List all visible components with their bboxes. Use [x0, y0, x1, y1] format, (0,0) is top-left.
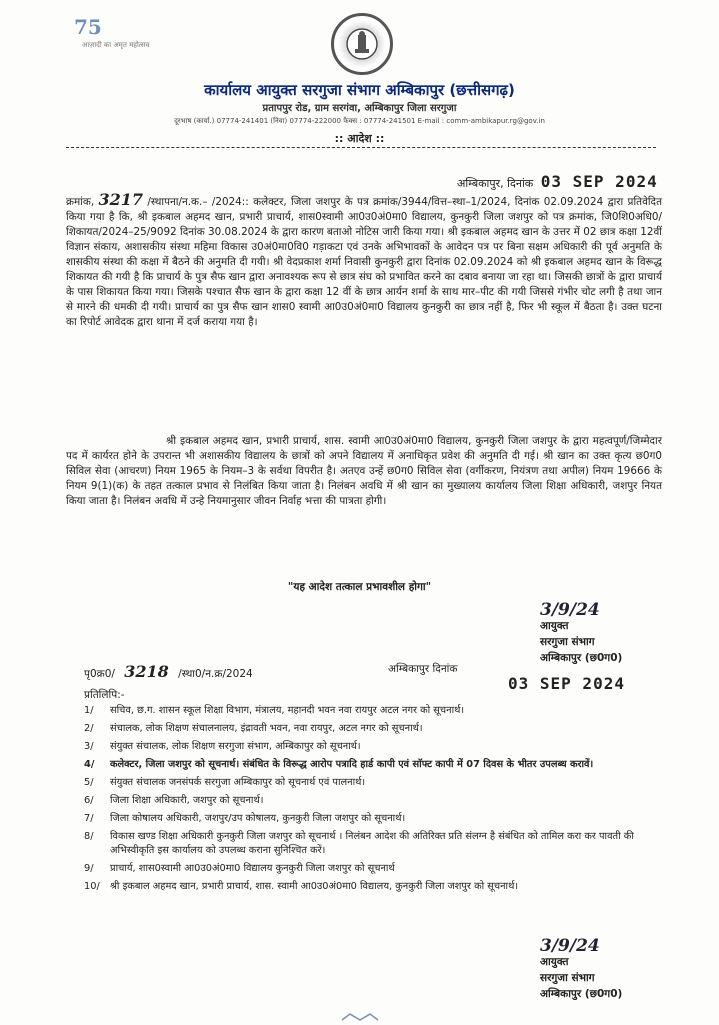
list-item-number: 2/: [84, 723, 94, 734]
list-item-text: संयुक्त संचालक जनसंपर्क सरगुजा अम्बिकापुर को सूचनार्थ एवं पालनार्थ।: [110, 777, 366, 788]
order-heading: :: आदेश ::: [334, 132, 385, 145]
list-item-number: 9/: [84, 863, 94, 874]
signature-2-place: अम्बिकापुर (छ0ग0): [540, 988, 623, 1000]
signature-2-designation: आयुक्त: [540, 956, 569, 968]
list-item-number: 8/: [84, 831, 94, 842]
endorsement-number-handwritten: 3218: [124, 662, 169, 681]
footer-emblem-icon: [330, 1012, 390, 1024]
order-date-line: [457, 172, 658, 191]
signature-1-place: अम्बिकापुर (छ0ग0): [540, 652, 623, 664]
endorsement-number-line: [84, 662, 253, 681]
order-date-stamp: 03 SEP 2024: [540, 172, 658, 191]
order-number-prefix: क्रमांक: [66, 196, 91, 208]
list-item-text: कलेक्टर, जिला जशपुर को सूचनार्थ। संबंधित के विरूद्ध आरोप पत्रादि हार्ड कापी एवं साॅफ्ट कापी में 07 दिवस के भीतर उपलब्ध करावें।: [110, 759, 594, 770]
order-paragraph-1-text: /स्थापना/न.क.– /2024:: कलेक्टर, जिला जशपुर के पत्र क्रमांक/3944/वित्त–स्था–1/2024, दिनांक 02.09.2024 द्वारा प्रतिवेदित किया गया है कि, श्री इकबाल अहमद खान, प्रभारी प्राचार्य, शास0स्वामी आ0उ0अं0मा0 विद्यालय, कुनकुरी जिला जशपुर को पत्र क्रमांक, जि0शि0अधि0/शिकायत/2024–25/9092 दिनांक 30.08.2024 के द्वारा कारण बताओ नोटिस जारी किया गया। श्री इकबाल अहमद खान के उत्तर में 02 छात्र कक्षा 12वीं विज्ञान संकाय, अशासकीय संस्था महिमा विकास उ0अं0मा0वि0 गड़ाकटा एवं उनके अभिभावकों के आवेदन पत्र पर बिना सक्षम अधिकारी की पूर्व अनुमति के शासकीय संस्था की कक्षा में बैठने की अनुमति दी गयी। श्री वेदप्रकाश शर्मा निवासी कुनकुरी द्वारा दिनांक 02.09.2024 को श्री इकबाल अहमद खान के विरूद्ध शिकायत की गयी है कि प्राचार्य के पुत्र सैफ खान द्वारा अनावश्यक रूप से छात्र संघ को प्रभावित करने का दबाव बनाया जा रहा था। जिसकी छात्रों के द्वारा प्राचार्य के पास शिकायत किया गया। जिसके पश्चात सैफ खान के द्वारा कक्षा 12 वीं के छात्र आर्यन शर्मा के साथ मार–पीट की गयी जिससे गंभीर चोट लगी है तथा जान से मारने की धमकी दी गयी। प्राचार्य का पुत्र सैफ खान शास0 स्वामी आ0उ0अं0मा0 विद्यालय कुनकुरी का छात्र नहीं है, फिर भी स्कूल में बैठता है। उक्त घटना का रिपोर्ट आवेदक द्वारा थाना में दर्ज कराया गया है।: [66, 196, 662, 328]
signature-1-division: सरगुजा संभाग: [540, 636, 595, 648]
list-item-text: संयुक्त संचालक, लोक शिक्षण सरगुजा संभाग, अम्बिकापुर को सूचनार्थ।: [110, 741, 361, 752]
list-item: [84, 776, 674, 790]
signature-2-division: सरगुजा संभाग: [540, 972, 595, 984]
signature-block-2: [540, 938, 622, 1002]
logo-number: 75: [74, 15, 102, 39]
list-item-text: जिला कोषालय अधिकारी, जशपुर/उप कोषालय, कुनकुरी जिला जशपुर को सूचनार्थ।: [110, 813, 406, 824]
list-item-text: विकास खण्ड शिक्षा अधिकारी कुनकुरी जिला जशपुर को सूचनार्थ । निलंबन आदेश की अतिरिक्त प्रति संलग्न है संबंधित को तामिल करा कर पावती की अभिस्वीकृति इस कार्यालय को उपलब्ध कराना सुनिश्चित करें।: [110, 831, 634, 856]
endorsement-number-suffix: /स्था0/न.क्र/2024: [178, 668, 253, 680]
list-item-number: 3/: [84, 741, 94, 752]
list-item: [84, 830, 674, 858]
order-place-date-label: अम्बिकापुर, दिनांक: [457, 177, 534, 190]
endorsement-number-prefix: पृ0क्र0/: [84, 668, 115, 680]
endorsement-place-date-label: अम्बिकापुर दिनांक: [388, 663, 458, 675]
list-item-number: 5/: [84, 777, 94, 788]
list-item-text: संचालक, लोक शिक्षण संचालनालय, इंद्रावती भवन, नवा रायपुर, अटल नगर को सूचनार्थ।: [110, 723, 423, 734]
list-item-number: 4/: [84, 759, 95, 770]
list-item-number: 7/: [84, 813, 94, 824]
header-divider: [66, 147, 656, 149]
office-address: प्रतापपुर रोड, ग्राम सरगंवा, अम्बिकापुर जिला सरगुजा: [262, 103, 457, 114]
list-item-text: जिला शिक्षा अधिकारी, जशपुर को सूचनार्थ।: [110, 795, 264, 806]
office-contact: दूरभाष (कार्या.) 07774-241401 (निवा) 07774-222000 फैक्स : 07774-241501 E-mail : comm-ambikapur.rg@gov.in: [174, 117, 545, 125]
azadi-amrit-mahotsav-logo: [74, 15, 150, 55]
order-number-handwritten: 3217: [98, 190, 144, 209]
state-emblem-seal-icon: [331, 13, 393, 75]
list-item: [84, 722, 674, 736]
copy-to-list: [84, 704, 674, 898]
list-item-number: 1/: [84, 705, 94, 716]
list-item: [84, 880, 674, 894]
signature-1-designation: आयुक्त: [540, 620, 569, 632]
list-item-text: प्राचार्य, शास0स्वामी आ0उ0अं0मा0 विद्यालय कुनकुरी जिला जशपुर को सूचनार्थ: [110, 863, 395, 874]
list-item-number: 10/: [84, 881, 100, 892]
endorsement-date-stamp: 03 SEP 2024: [508, 674, 625, 693]
list-item: [84, 740, 674, 754]
list-item: [84, 862, 674, 876]
list-item-text: सचिव, छ.ग. शासन स्कूल शिक्षा विभाग, मंत्रालय, महानदी भवन नवा रायपुर अटल नगर को सूचनार्थ।: [110, 705, 465, 716]
signature-scribble-2: 3/9/24: [540, 936, 600, 956]
list-item: [84, 812, 674, 826]
list-item: [84, 758, 674, 772]
logo-text: आज़ादी का अमृत महोत्सव: [82, 41, 150, 49]
signature-scribble-1: 3/9/24: [540, 600, 600, 620]
list-item-number: 6/: [84, 795, 94, 806]
order-paragraph-1: क्रमांक, 3217 /स्थापना/न.क.– /2024:: कलेक्टर, जिला जशपुर के पत्र क्रमांक/3944/वित्त–स्था–1/2024, दिनांक 02.09.2024 द्वारा प्रतिवेदित किया गया है कि, श्री इकबाल अहमद खान, प्रभारी प्राचार्य, शास0स्वामी आ0उ0अं0मा0 विद्यालय, कुनकुरी जिला जशपुर को पत्र क्रमांक, जि0शि0अधि0/शिकायत/2024–25/9092 दिनांक 30.08.2024 के द्वारा कारण बताओ नोटिस जारी किया गया। श्री इकबाल अहमद खान के उत्तर में 02 छात्र कक्षा 12वीं विज्ञान संकाय, अशासकीय संस्था महिमा विकास उ0अं0मा0वि0 गड़ाकटा एवं उनके अभिभावकों के आवेदन पत्र पर बिना सक्षम अधिकारी की पूर्व अनुमति के शासकीय संस्था की कक्षा में बैठने की अनुमति दी गयी। श्री वेदप्रकाश शर्मा निवासी कुनकुरी द्वारा दिनांक 02.09.2024 को श्री इकबाल अहमद खान के विरूद्ध शिकायत की गयी है कि प्राचार्य के पुत्र सैफ खान द्वारा अनावश्यक रूप से छात्र संघ को प्रभावित करने का दबाव बनाया जा रहा था। जिसकी छात्रों के द्वारा प्राचार्य के पास शिकायत किया गया। जिसके पश्चात सैफ खान के द्वारा कक्षा 12 वीं के छात्र आर्यन शर्मा के साथ मार–पीट की गयी जिससे गंभीर चोट लगी है तथा जान से मारने की धमकी दी गयी। प्राचार्य का पुत्र सैफ खान शास0 स्वामी आ0उ0अं0मा0 विद्यालय कुनकुरी का छात्र नहीं है, फिर भी स्कूल में बैठता है। उक्त घटना का रिपोर्ट आवेदक द्वारा थाना में दर्ज कराया गया है।: [66, 190, 662, 328]
signature-block-1: [540, 602, 622, 666]
order-paragraph-2: श्री इकबाल अहमद खान, प्रभारी प्राचार्य, शास. स्वामी आ0उ0अं0मा0 विद्यालय, कुनकुरी जिला जशपुर के द्वारा महत्वपूर्ण/जिम्मेदार पद में कार्यरत होने के उपरान्त भी अशासकीय विद्यालय के छात्रों को अपने विद्यालय में अनाधिकृत प्रवेश की अनुमति दी गई। श्री खान का उक्त कृत्य छ0ग0 सिविल सेवा (आचरण) नियम 1965 के नियम–3 के सर्वथा विपरीत है। अतएव उन्हें छ0ग0 सिविल सेवा (वर्गीकरण, नियंत्रण तथा अपील) नियम 19666 के नियम 9(1)(क) के तहत तत्काल प्रभाव से निलंबित किया जाता है। निलंबन अवधि में श्री खान का मुख्यालय कार्यालय जिला शिक्षा अधिकारी, जशपुर नियत किया जाता है। निलंबन अवधि में उन्हे नियमानुसार जीवन निर्वाह भत्ता की पात्रता होगी।: [66, 435, 662, 507]
copy-to-label: प्रतिलिपि:-: [84, 689, 125, 701]
effect-note: "यह आदेश तत्काल प्रभावशील होगा": [287, 581, 432, 593]
list-item-text: श्री इकबाल अहमद खान, प्रभारी प्राचार्य, शास. स्वामी आ0उ0अं0मा0 विद्यालय, कुनकुरी जिला जशपुर को सूचनार्थ।: [110, 881, 519, 892]
list-item: [84, 794, 674, 808]
office-title: कार्यालय आयुक्त सरगुजा संभाग अम्बिकापुर (छत्तीसगढ़): [204, 81, 515, 99]
list-item: [84, 704, 674, 718]
